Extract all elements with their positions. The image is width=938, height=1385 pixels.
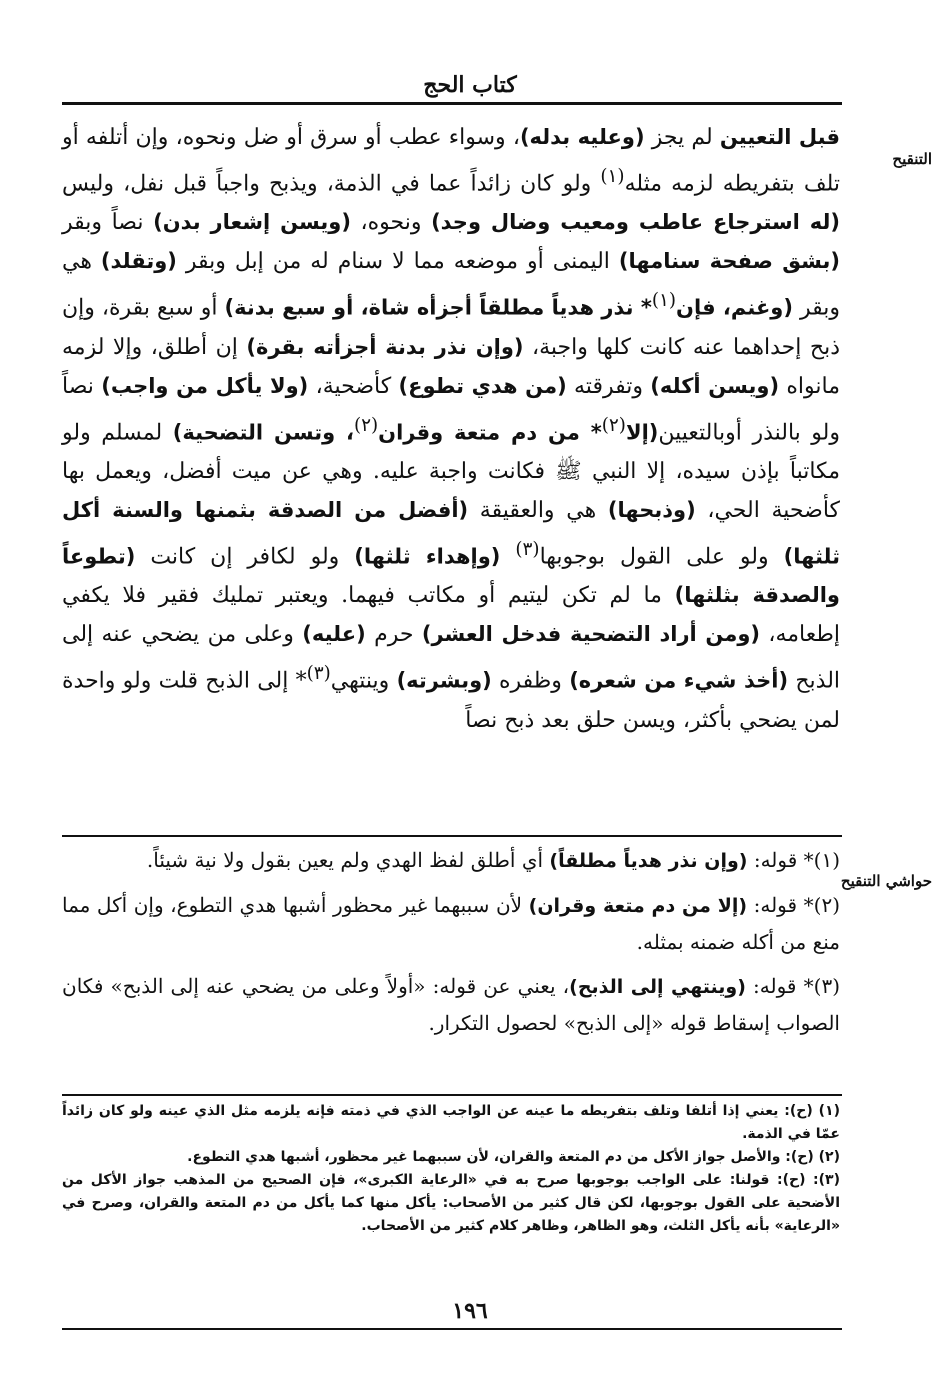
- page-header-title: كتاب الحج: [423, 72, 517, 98]
- margin-label-hawashi: حواشي التنقيح: [840, 872, 932, 890]
- bold-phrase: (وغنم، فإن: [676, 295, 793, 320]
- bold-phrase: (ولا يأكل من واجب): [101, 373, 309, 398]
- bold-phrase: (إلا: [625, 419, 659, 444]
- footnotes: [62, 1100, 840, 1238]
- bold-phrase: (عليه): [302, 622, 366, 647]
- bold-phrase: (أخذ شيء من شعره): [569, 668, 789, 693]
- bold-phrase: (أفضل من الصدقة بثمنها والسنة أكل ثلثها): [62, 497, 840, 569]
- footnote: (١) (ح): يعني إذا أتلفا وتلف بتفريطه ما عينه عن الواجب الذي في ذمته فإنه يلزمه مثل الذي عينه ولو كان زائداً عمّا في الذمة.: [62, 1103, 840, 1142]
- commentary-notes: [62, 842, 840, 1049]
- margin-label-tanqih: التنقيح: [892, 150, 932, 168]
- bold-phrase: (وتقلد): [100, 249, 177, 274]
- bold-phrase: (وإن نذر هدياً مطلقاً): [549, 850, 748, 872]
- page-number-rule: [62, 1328, 842, 1330]
- bold-phrase: (بشق صفحة سنامها): [618, 249, 841, 274]
- bold-phrase: (وإهداء ثلثها): [354, 544, 501, 569]
- bold-phrase: (وبشرته): [396, 668, 492, 693]
- bold-phrase: (ومن أراد التضحية فدخل العشر): [421, 622, 760, 647]
- footnote-ref: (٣): [515, 538, 540, 560]
- footnote-ref: (٣): [306, 663, 331, 685]
- footnotes-divider: [62, 1094, 842, 1096]
- footnote-ref: (١): [600, 166, 625, 187]
- footnote: (٢) (ح): والأصل جواز الأكل من دم المتعة والقران، لأن سببهما غير محظور، أشبها هدي التطوع.: [187, 1149, 840, 1165]
- bold-phrase: (ويسن أكله): [650, 373, 780, 398]
- bold-phrase: (تطوعاً والصدقة بثلثها): [62, 544, 840, 608]
- bold-phrase: (له استرجاع عاطب ومعيب وضال وجد): [431, 210, 841, 235]
- commentary-note: (١)* قوله: (وإن نذر هدياً مطلقاً) أي أطلق لفظ الهدي ولم يعين بقول ولا نية شيئاً.: [146, 848, 840, 872]
- bold-phrase: (من هدي تطوع): [398, 373, 567, 398]
- bold-phrase: ، وتسن التضحية): [172, 419, 354, 444]
- bold-phrase: (وينتهي إلى الذبح): [569, 976, 746, 998]
- page-number: ١٩٦: [452, 1298, 488, 1324]
- bold-phrase: قبل التعيين: [719, 125, 840, 149]
- footnote-ref: (٢): [601, 414, 626, 436]
- header-rule: [62, 102, 842, 105]
- bold-phrase: (ويسن إشعار بدن): [153, 210, 351, 235]
- bold-phrase: (وعليه بدله): [519, 125, 645, 149]
- footnote: (٣): (ح): قولنا: على الواجب بوجوبها صرح به في «الرعاية الكبرى»، فإن الصحيح من المذهب جواز الأكل من الأضحية على القول بوجوبها، لكن قال كثير من الأصحاب: يأكل منها كما يأكل من دم المتعة والقران، وصرح في «الرعاية» بأنه يأكل الثلث، وهو الظاهر، وظاهر كلام كثير من الأصحاب.: [62, 1172, 840, 1234]
- commentary-note: (٢)* قوله: (إلا من دم متعة وقران) لأن سببهما غير محظور أشبها هدي التطوع، وإن أكل مما منع من أكله ضمنه بمثله.: [62, 893, 840, 954]
- notes-divider: [62, 835, 842, 837]
- bold-phrase: (إلا من دم متعة وقران): [528, 895, 748, 917]
- bold-phrase: (وإن نذر بدنة أجزأته بقرة): [246, 334, 524, 359]
- commentary-note: (٣)* قوله: (وينتهي إلى الذبح)، يعني عن قوله: «أولاً وعلى من يضحي عنه إلى الذبح» فكان الصواب إسقاط قوله «إلى الذبح» لحصول التكرار.: [62, 974, 841, 1035]
- bold-phrase: (وذبحها): [607, 497, 696, 522]
- bold-phrase: * نذر هدياً مطلقاً أجزأه شاة، أو سبع بدنة): [224, 295, 652, 320]
- footnote-ref: (٢): [354, 414, 379, 436]
- bold-phrase: * من دم متعة وقران: [378, 419, 602, 444]
- footnote-ref: (١): [651, 290, 677, 312]
- main-body-text: قبل التعيين لم يجز (وعليه بدله)، وسواء عطب أو سرق أو ضل ونحوه، وإن أتلفه أو تلف بتفريطه لزمه مثله$^{(١)}$ ولو كان زائداً عما في الذمة، ويذبح واجباً قبل نفل، وليس (له استرجاع عاطب ومعيب وضال وجد) ونحوه، (ويسن إشعار بدن) نصاً وبقر (بشق صفحة سنامها) اليمنى أو موضعه مما لا سنام له من إبل وبقر (وتقلد) هي وبقر (وغنم، فإن$^{(١)}$* نذر هدياً مطلقاً أجزأه شاة، أو سبع بدنة) أو سبع بقرة، وإن ذبح إحداهما عنه كانت كلها واجبة، (وإن نذر بدنة أجزأته بقرة) إن أطلق، وإلا لزمه مانواه (ويسن أكله) وتفرقته (من هدي تطوع) كأضحية، (ولا يأكل من واجب) نصاً ولو بالنذر أوبالتعيين(إلا$^{(٢)}$* من دم متعة وقران$^{(٢)}$، وتسن التضحية) لمسلم ولو مكاتباً بإذن سيده، إلا النبي ﷺ فكانت واجبة عليه. وهي عن ميت أفضل، ويعمل بها كأضحية الحي، (وذبحها) هي والعقيقة (أفضل من الصدقة بثمنها والسنة أكل ثلثها) ولو على القول بوجوبها$^{(٣)}$ (وإهداء ثلثها) ولو لكافر إن كانت (تطوعاً والصدقة بثلثها) ما لم تكن ليتيم أو مكاتب فيهما. ويعتبر تمليك فقير فلا يكفي إطعامه، (ومن أراد التضحية فدخل العشر) حرم (عليه) وعلى من يضحي عنه إلى الذبح (أخذ شيء من شعره) وظفره (وبشرته) وينتهي$^{(٣)}$* إلى الذبح قلت ولو واحدة لمن يضحي بأكثر، ويسن حلق بعد ذبح نصاً: [62, 125, 841, 733]
